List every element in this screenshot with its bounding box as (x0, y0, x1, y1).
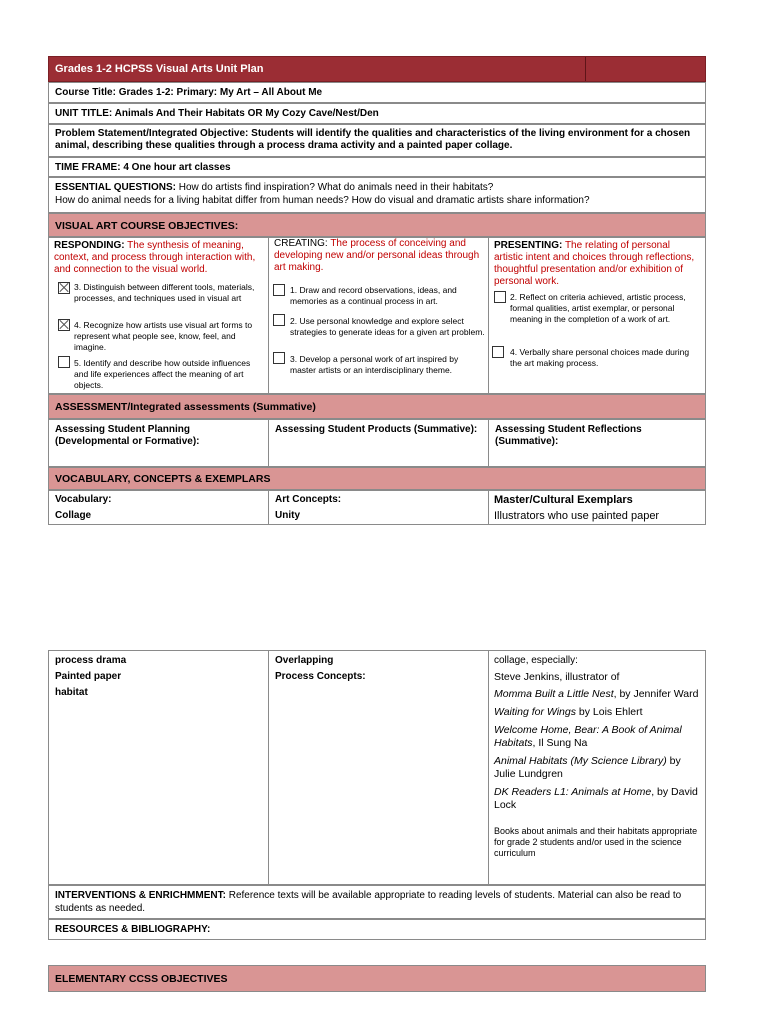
exemplars-continued-cell (488, 651, 705, 884)
essential-questions-line-1: ESSENTIAL QUESTIONS: How do artists find inspiration? What do animals need in their habitats? (55, 182, 494, 193)
assessing-planning: Assessing Student Planning (Developmental or Formative): (55, 424, 200, 447)
exemplars-top-cell (488, 491, 705, 524)
concept-item: Unity (275, 510, 300, 521)
vocab-item: process drama (55, 655, 127, 666)
resources-label: RESOURCES & BIBLIOGRAPHY: (55, 924, 211, 935)
presenting-4-checkbox[interactable] (492, 346, 504, 358)
responding-5-checkbox[interactable] (58, 356, 70, 368)
creating-objective-2: 2. Use personal knowledge and explore select strategies to generate ideas for a given art problem. (290, 316, 485, 337)
concepts-continued-cell (268, 651, 488, 884)
vocab-row-top (48, 490, 706, 525)
presenting-column (488, 238, 705, 393)
unit-title-row (48, 103, 706, 124)
presenting-objective-2: 2. Reflect on criteria achieved, artistic process, formal qualities, artist exemplar, or personal meaning in the completion of a work of art. (510, 292, 686, 324)
responding-column (49, 238, 269, 393)
vocab-item: Painted paper (55, 671, 122, 682)
book-4: Animal Habitats (My Science Library) by Julie Lundgren (494, 755, 681, 780)
responding-3-checkbox[interactable] (58, 282, 70, 294)
responding-4-checkbox[interactable] (58, 319, 70, 331)
title-bar-empty-cell (585, 57, 705, 81)
jenkins-line: Steve Jenkins, illustrator of (494, 671, 620, 683)
time-frame-row (48, 157, 706, 177)
creating-column (268, 238, 488, 393)
vocab-continued-cell (49, 651, 269, 884)
essential-questions-row (48, 177, 706, 213)
vocab-top-cell (49, 491, 269, 524)
book-1: Momma Built a Little Nest, by Jennifer Ward (494, 688, 699, 700)
assessment-header: ASSESSMENT/Integrated assessments (Summative) (48, 394, 706, 419)
creating-objective-1: 1. Draw and record observations, ideas, and memories as a continual process in art. (290, 285, 457, 306)
essential-questions-line-2: How do animal needs for a living habitat differ from human needs? How do visual and dramatic artists share information? (55, 195, 590, 206)
responding-heading: RESPONDING: The synthesis of meaning, context, and process through interaction with, and connection to the visual world. (54, 240, 256, 275)
exemplars-intro-continued: collage, especially: (494, 655, 578, 666)
creating-3-checkbox[interactable] (273, 352, 285, 364)
ccss-header: ELEMENTARY CCSS OBJECTIVES (48, 965, 706, 992)
problem-statement-row (48, 124, 706, 157)
creating-heading: CREATING: The process of conceiving and developing new and/or personal ideas through art making. (274, 238, 480, 273)
responding-objective-3: 3. Distinguish between different tools, materials, processes, and techniques used in visual art (74, 282, 255, 303)
objectives-row (48, 237, 706, 394)
creating-objective-3: 3. Develop a personal work of art inspired by master artists or an interdisciplinary theme. (290, 354, 459, 375)
creating-1-checkbox[interactable] (273, 284, 285, 296)
books-note: Books about animals and their habitats appropriate for grade 2 students and/or used in the science curriculum (494, 826, 698, 858)
book-2: Waiting for Wings by Lois Ehlert (494, 706, 643, 718)
objectives-header: VISUAL ART COURSE OBJECTIVES: (48, 213, 706, 237)
presenting-heading: PRESENTING: The relating of personal artistic intent and choices through reflections, thoughtful presentation and/or exhibition of personal work. (494, 240, 695, 287)
unit-title: UNIT TITLE: Animals And Their Habitats OR My Cozy Cave/Nest/Den (55, 108, 379, 119)
book-5: DK Readers L1: Animals at Home, by David Lock (494, 786, 698, 811)
responding-objective-5: 5. Identify and describe how outside influences and life experiences affect the meaning of art objects. (74, 358, 251, 390)
vocab-item: Collage (55, 510, 92, 521)
responding-objective-4: 4. Recognize how artists use visual art forms to represent what people see, know, feel, and imagine. (74, 320, 253, 352)
problem-statement: Problem Statement/Integrated Objective: Students will identify the qualities and characteristics of the living environment for a chosen animal, describing these qualities through a process drama activity and a painted paper collage. (55, 128, 691, 151)
book-3: Welcome Home, Bear: A Book of Animal Habitats, Il Sung Na (494, 724, 682, 749)
interventions-row: INTERVENTIONS & ENRICHMMENT: Reference texts will be available appropriate to reading levels of students. Material can also be read to students as needed. (48, 885, 706, 919)
vocab-header: VOCABULARY, CONCEPTS & EXEMPLARS (48, 467, 706, 490)
process-concepts-label: Process Concepts: (275, 671, 366, 682)
presenting-objective-4: 4. Verbally share personal choices made during the art making process. (510, 347, 690, 368)
creating-2-checkbox[interactable] (273, 314, 285, 326)
vocabulary-label: Vocabulary: (55, 494, 112, 505)
course-title: Course Title: Grades 1-2: Primary: My Art – All About Me (55, 87, 323, 98)
assessment-row (48, 419, 706, 467)
unit-plan-title-bar (48, 56, 706, 82)
course-title-row (48, 82, 706, 103)
exemplars-intro: Illustrators who use painted paper (494, 510, 660, 522)
assessing-products: Assessing Student Products (Summative): (268, 420, 488, 466)
resources-row (48, 919, 706, 940)
concepts-top-cell (268, 491, 488, 524)
vocab-item: habitat (55, 687, 88, 698)
exemplars-label: Master/Cultural Exemplars (494, 494, 633, 506)
vocab-row-continued (48, 650, 706, 885)
page-title: Grades 1-2 HCPSS Visual Arts Unit Plan (55, 63, 264, 75)
time-frame: TIME FRAME: 4 One hour art classes (55, 162, 231, 173)
concept-item: Overlapping (275, 655, 334, 666)
art-concepts-label: Art Concepts: (275, 494, 342, 505)
assessing-reflections: Assessing Student Reflections (Summative): (488, 420, 705, 466)
presenting-2-checkbox[interactable] (494, 291, 506, 303)
